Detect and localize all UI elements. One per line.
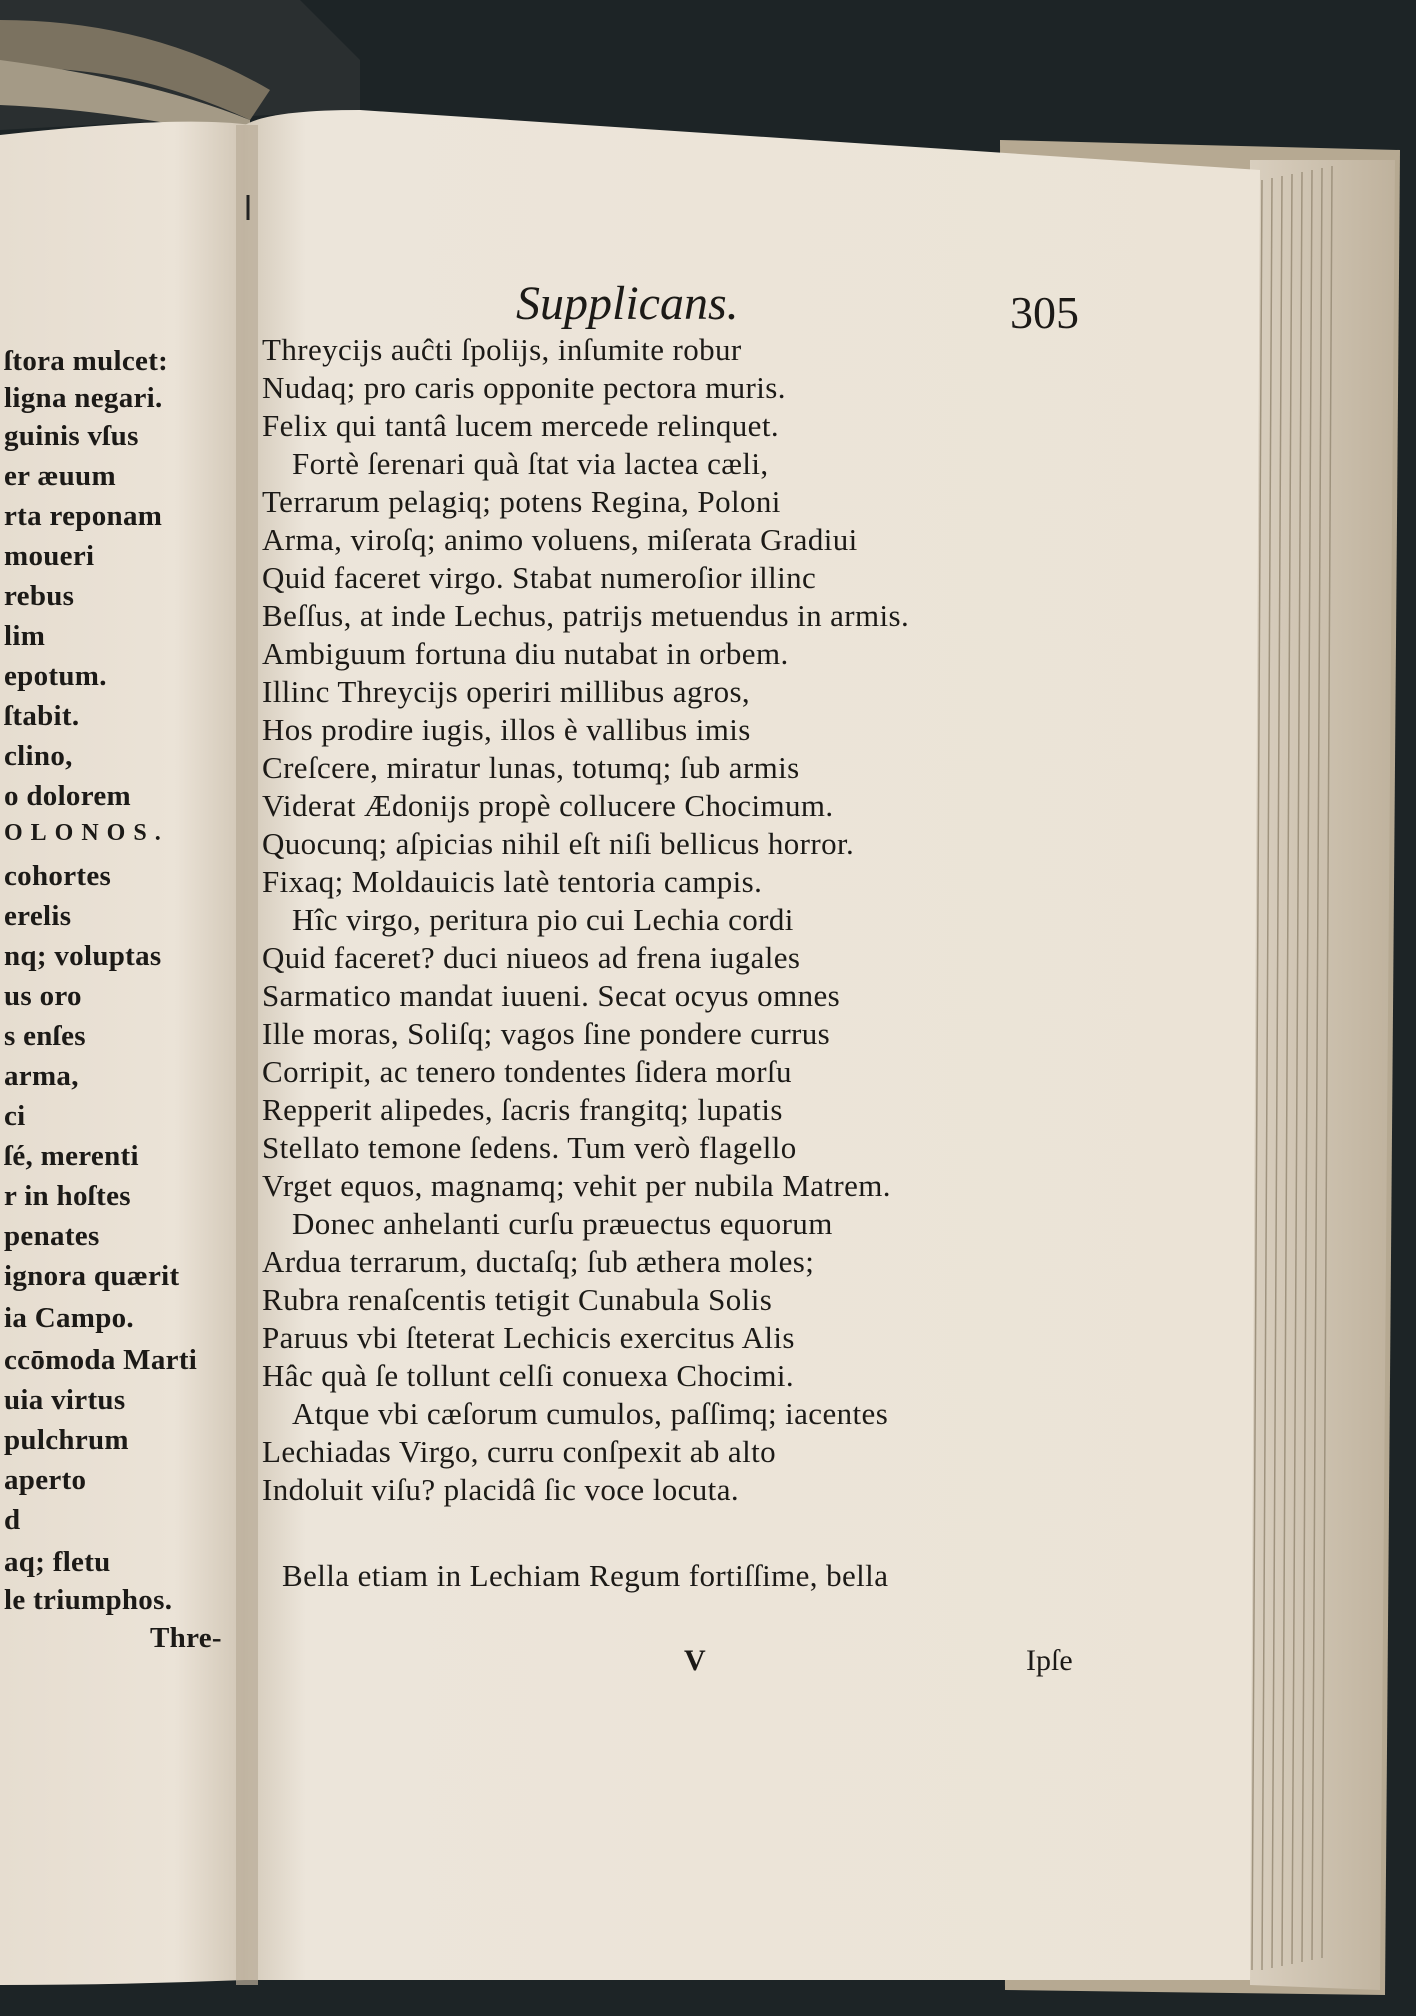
right-line: Ardua terrarum, ductaſq; ſub æthera moles;: [262, 1244, 815, 1279]
right-line: Creſcere, miratur lunas, totumq; ſub armis: [262, 750, 800, 785]
left-line: nq; voluptas: [4, 940, 162, 972]
left-line: rta reponam: [4, 500, 163, 532]
right-line: Donec anhelanti curſu præuectus equorum: [292, 1206, 833, 1241]
right-line: Hâc quà ſe tollunt celſi conuexa Chocimi.: [262, 1358, 795, 1393]
left-line: aperto: [4, 1464, 87, 1496]
right-line: Hîc virgo, peritura pio cui Lechia cordi: [292, 902, 794, 937]
left-line: epotum.: [4, 660, 107, 692]
left-line: ligna negari.: [4, 382, 163, 414]
right-line: Viderat Ædonijs propè collucere Chocimum.: [262, 788, 834, 823]
right-line: Vrget equos, magnamq; vehit per nubila Matrem.: [262, 1168, 891, 1203]
left-line: lim: [4, 620, 46, 652]
left-line: le triumphos.: [4, 1584, 173, 1616]
left-line: ignora quærit: [4, 1260, 180, 1292]
left-line: cohortes: [4, 860, 112, 892]
catchword: Ipſe: [1026, 1644, 1073, 1677]
right-line: Terrarum pelagiq; potens Regina, Poloni: [262, 484, 781, 519]
left-line: r in hoſtes: [4, 1180, 131, 1212]
left-line: ſtabit.: [4, 700, 80, 732]
right-line: Corripit, ac tenero tondentes ſidera morſu: [262, 1054, 792, 1089]
right-line: Threycijs auĉti ſpolijs, inſumite robur: [262, 332, 742, 367]
right-line: Nudaq; pro caris opponite pectora muris.: [262, 370, 786, 405]
left-line: Thre-: [150, 1622, 222, 1654]
right-line: Fixaq; Moldauicis latè tentoria campis.: [262, 864, 763, 899]
right-line: Fortè ſerenari quà ſtat via lactea cæli,: [292, 446, 769, 481]
gutter-shadow: [236, 125, 258, 1985]
left-line: d: [4, 1504, 21, 1536]
left-line: rebus: [4, 580, 75, 612]
left-line: uia virtus: [4, 1384, 126, 1416]
right-line: Quid faceret virgo. Stabat numeroſior illinc: [262, 560, 817, 595]
right-line: Indoluit viſu? placidâ ſic voce locuta.: [262, 1472, 739, 1507]
running-head: Supplicans.: [516, 277, 739, 330]
left-line: ccōmoda Marti: [4, 1344, 198, 1376]
right-line: Felix qui tantâ lucem mercede relinquet.: [262, 408, 779, 443]
left-line: aq; fletu: [4, 1546, 111, 1578]
right-line: Hos prodire iugis, illos è vallibus imis: [262, 712, 751, 747]
left-line: moueri: [4, 540, 95, 572]
left-line: arma,: [4, 1060, 79, 1092]
left-line: pulchrum: [4, 1424, 129, 1456]
left-line: s enſes: [4, 1020, 86, 1052]
left-line: penates: [4, 1220, 100, 1252]
right-line: Atque vbi cæſorum cumulos, paſſimq; iacentes: [292, 1396, 889, 1431]
right-line: Repperit alipedes, ſacris frangitq; lupatis: [262, 1092, 783, 1127]
left-line: ia Campo.: [4, 1302, 134, 1334]
right-line: Quid faceret? duci niueos ad frena iugales: [262, 940, 801, 975]
left-line: ſtora mulcet:: [4, 345, 169, 377]
left-line: erelis: [4, 900, 72, 932]
right-line: Lechiadas Virgo, curru conſpexit ab alto: [262, 1434, 776, 1469]
right-line: Arma, viroſq; animo voluens, miſerata Gradiui: [262, 522, 858, 557]
signature-mark: V: [684, 1644, 706, 1677]
page-number: 305: [1010, 287, 1079, 338]
left-line: OLONOS.: [4, 820, 169, 846]
left-line: ſé, merenti: [4, 1140, 139, 1172]
right-line: Illinc Threycijs operiri millibus agros,: [262, 674, 751, 709]
left-line: er æuum: [4, 460, 116, 492]
right-line: Ille moras, Soliſq; vagos ſine pondere currus: [262, 1016, 831, 1051]
right-line: Stellato temone ſedens. Tum verò flagello: [262, 1130, 797, 1165]
right-line: Paruus vbi ſteterat Lechicis exercitus Alis: [262, 1320, 795, 1355]
right-line: Quocunq; aſpicias nihil eſt niſi bellicus horror.: [262, 826, 855, 861]
left-line: ci: [4, 1100, 26, 1132]
left-line: clino,: [4, 740, 73, 772]
right-line: Rubra renaſcentis tetigit Cunabula Solis: [262, 1282, 773, 1317]
left-line: us oro: [4, 980, 82, 1012]
left-line: guinis vſus: [4, 420, 139, 452]
left-line: o dolorem: [4, 780, 132, 812]
right-line: Beſſus, at inde Lechus, patrijs metuendus in armis.: [262, 598, 910, 633]
page-edges: [1250, 160, 1395, 1990]
right-line: Sarmatico mandat iuueni. Secat ocyus omnes: [262, 978, 841, 1013]
right-line: Ambiguum fortuna diu nutabat in orbem.: [262, 636, 789, 671]
right-line: Bella etiam in Lechiam Regum fortiſſime, bella: [282, 1558, 889, 1593]
